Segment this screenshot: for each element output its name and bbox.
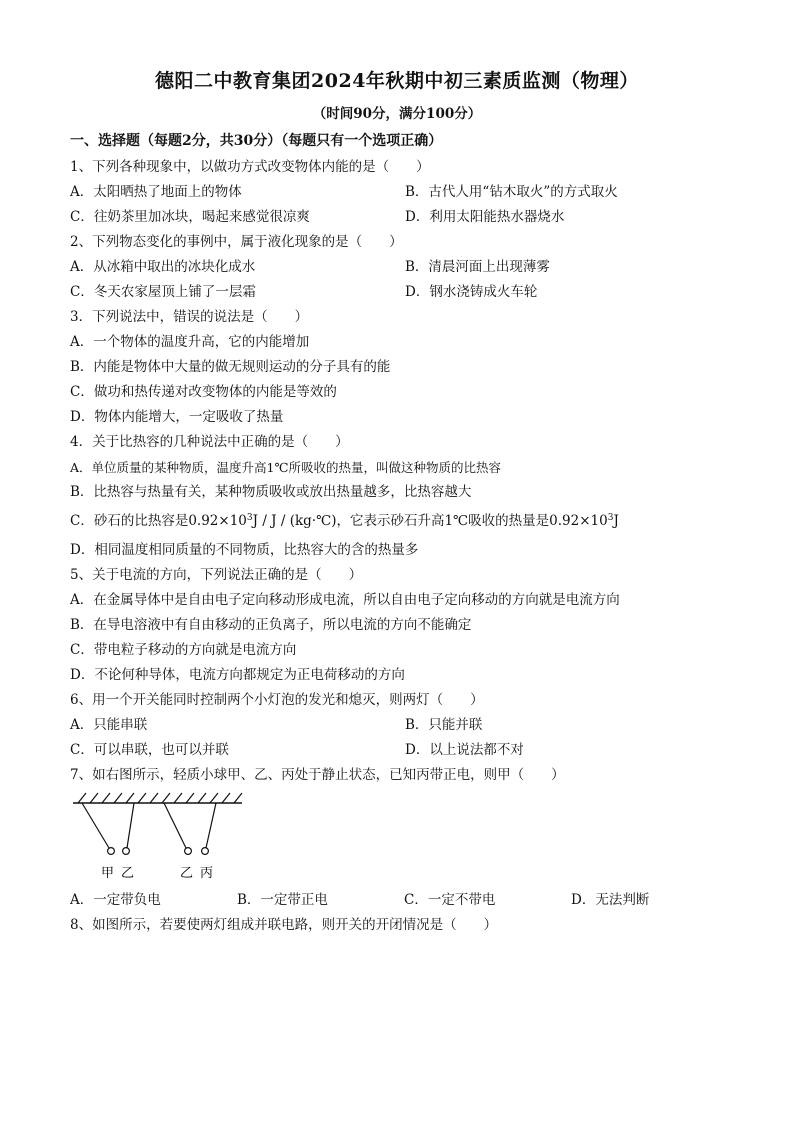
question-7-option-c: C．一定不带电 <box>404 892 496 908</box>
question-2-option-b: B．清晨河面上出现薄雾 <box>405 259 550 275</box>
charged-balls-diagram <box>70 788 250 888</box>
question-2-options-row-2 <box>70 280 740 305</box>
thread-yi-left <box>127 803 134 848</box>
question-4-option-c-part-1: C．砂石的比热容是0.92×10 <box>70 513 247 529</box>
question-4-option-b: B．比热容与热量有关，某种物质吸收或放出热量越多，比热容越大 <box>70 484 472 500</box>
question-4-option-c-exponent-1: 3 <box>246 513 253 523</box>
question-1-option-a: A．太阳晒热了地面上的物体 <box>70 184 242 200</box>
label-jia: 甲 <box>101 866 115 881</box>
question-6-options-row-1 <box>70 713 740 738</box>
question-4-option-d: D．相同温度相同质量的不同物质，比热容大的含的热量多 <box>70 542 419 558</box>
question-3-option-b: B．内能是物体中大量的做无规则运动的分子具有的能 <box>70 359 391 375</box>
question-4-option-c-part-3: J <box>613 513 619 529</box>
page-title: 德阳二中教育集团2024年秋期中初三素质监测（物理） <box>155 70 639 92</box>
question-2-option-c: C．冬天农家屋顶上铺了一层霜 <box>70 284 256 300</box>
question-7-stem: 7、如右图所示，轻质小球甲、乙、丙处于静止状态，已知丙带正电，则甲（ ） <box>70 767 565 783</box>
ball-bing <box>202 848 209 855</box>
question-list <box>70 155 740 938</box>
question-7-option-a: A．一定带负电 <box>70 892 161 908</box>
section-heading: 一、选择题（每题2分，共30分）（每题只有一个选项正确） <box>70 133 443 149</box>
question-6-option-b: B．只能并联 <box>405 717 483 733</box>
label-bing: 丙 <box>200 866 214 881</box>
question-7-options <box>70 888 740 913</box>
question-6-options-row-2 <box>70 738 740 763</box>
question-5-option-c: C．带电粒子移动的方向就是电流方向 <box>70 642 297 658</box>
question-1-option-d: D．利用太阳能热水器烧水 <box>405 209 565 225</box>
ball-yi-left <box>123 848 130 855</box>
question-6-option-a: A．只能串联 <box>70 717 148 733</box>
question-7-option-d: D．无法判断 <box>571 892 650 908</box>
ball-yi-right <box>185 848 192 855</box>
question-5-option-d: D．不论何种导体，电流方向都规定为正电荷移动的方向 <box>70 667 405 683</box>
question-4-option-c-part-2: J / J / (kg·℃)，它表示砂石升高1℃吸收的热量是0.92×10 <box>252 513 608 529</box>
question-6-option-c: C．可以串联，也可以并联 <box>70 742 229 758</box>
thread-bing <box>206 803 216 848</box>
question-6-option-d: D．以上说法都不对 <box>405 742 524 758</box>
question-8-stem: 8、如图所示，若要使两灯组成并联电路，则开关的开闭情况是（ ） <box>70 917 498 933</box>
question-4-stem: 4．关于比热容的几种说法中正确的是（ ） <box>70 434 349 450</box>
question-2-stem: 2、下列物态变化的事例中，属于液化现象的是（ ） <box>70 234 403 250</box>
question-2-option-a: A．从冰箱中取出的冰块化成水 <box>70 259 256 275</box>
question-4-option-a: A．单位质量的某种物质，温度升高1℃所吸收的热量，叫做这种物质的比热容 <box>70 460 501 475</box>
question-7-option-b: B．一定带正电 <box>237 892 328 908</box>
question-3-stem: 3．下列说法中，错误的说法是（ ） <box>70 309 309 325</box>
question-4-option-c <box>70 505 740 538</box>
ceiling-hatching <box>78 793 242 803</box>
question-5-stem: 5、关于电流的方向，下列说法正确的是（ ） <box>70 567 363 583</box>
question-1-option-c: C．往奶茶里加冰块，喝起来感觉很凉爽 <box>70 209 310 225</box>
exam-info: （时间90分，满分100分） <box>312 106 482 122</box>
question-1-options-row-1 <box>70 180 740 205</box>
question-5-option-a: A．在金属导体中是自由电子定向移动形成电流，所以自由电子定向移动的方向就是电流方向 <box>70 592 620 608</box>
question-5-option-b: B．在导电溶液中有自由移动的正负离子，所以电流的方向不能确定 <box>70 617 472 633</box>
question-2-options-row-1 <box>70 255 740 280</box>
question-1-option-b: B．古代人用“钻木取火”的方式取火 <box>405 184 618 200</box>
question-6-stem: 6、用一个开关能同时控制两个小灯泡的发光和熄灭，则两灯（ ） <box>70 692 484 708</box>
question-1-stem: 1、下列各种现象中，以做功方式改变物体内能的是（ ） <box>70 159 430 175</box>
question-1-options-row-2 <box>70 205 740 230</box>
thread-yi-right <box>164 803 186 848</box>
question-3-option-a: A．一个物体的温度升高，它的内能增加 <box>70 334 310 350</box>
ball-jia <box>108 848 115 855</box>
question-2-option-d: D．钢水浇铸成火车轮 <box>405 284 538 300</box>
label-yi-left: 乙 <box>121 866 135 881</box>
question-4-option-c-exponent-2: 3 <box>607 513 614 523</box>
charged-balls-figure <box>70 788 740 888</box>
thread-jia <box>82 803 109 848</box>
question-3-option-c: C．做功和热传递对改变物体的内能是等效的 <box>70 384 337 400</box>
label-yi-right: 乙 <box>180 866 194 881</box>
question-3-option-d: D．物体内能增大，一定吸收了热量 <box>70 409 284 425</box>
